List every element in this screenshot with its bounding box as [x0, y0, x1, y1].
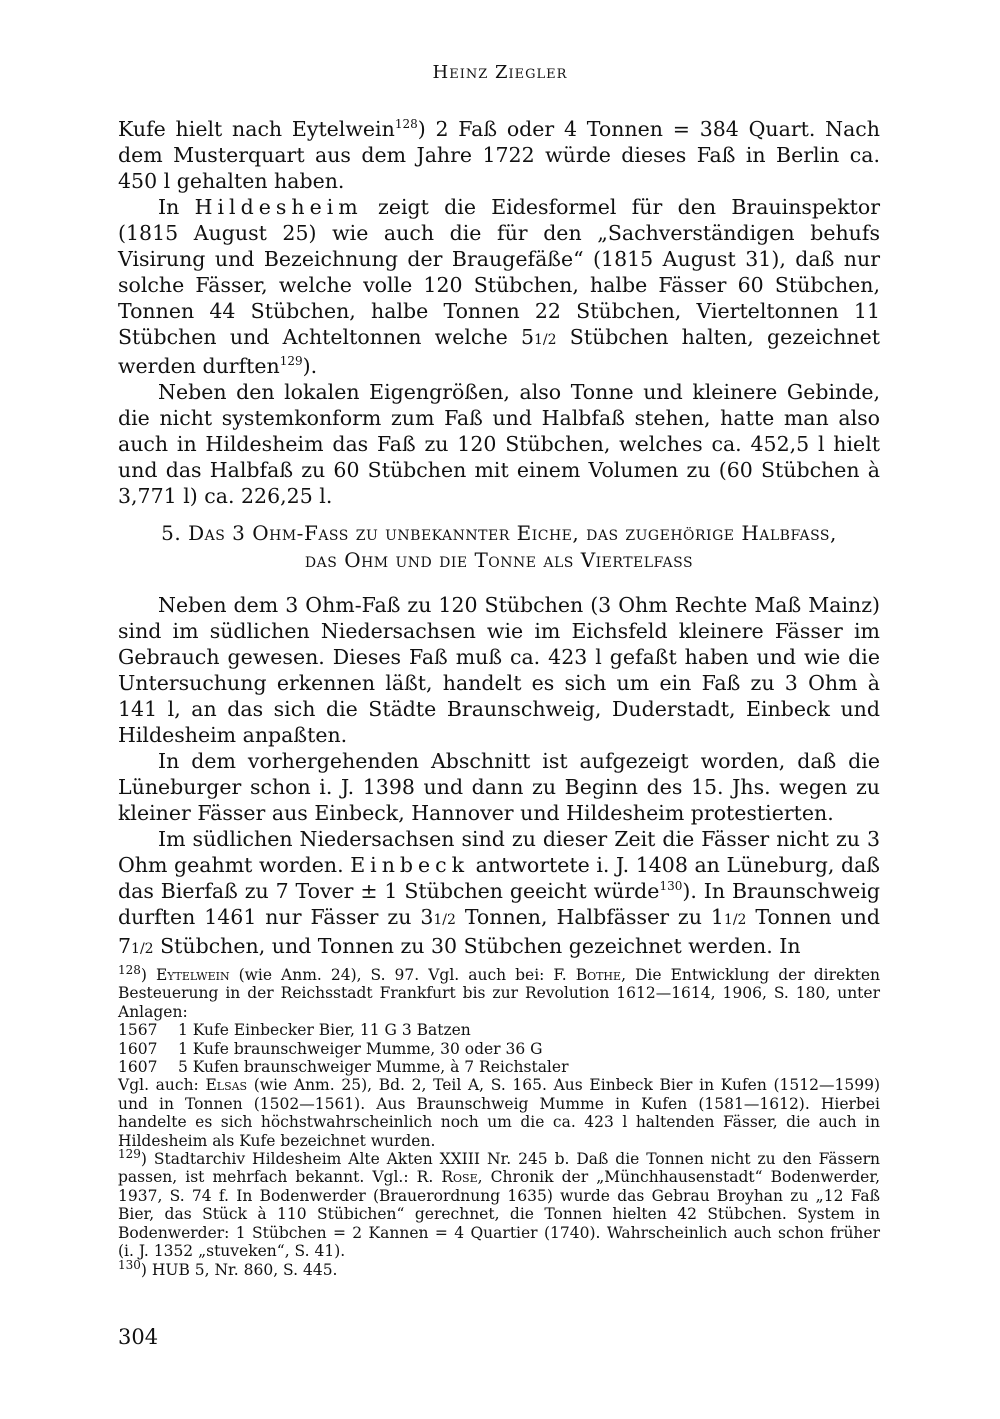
section-heading-line-1: 5. Das 3 Ohm-Fass zu unbekannter Eiche, das zugehörige Halbfass, [161, 521, 837, 545]
spaced-place-name: Hildesheim [194, 195, 363, 219]
footnote-ref-130: 130 [659, 879, 683, 894]
footnote-128-continued: Vgl. auch: Elsas (wie Anm. 25), Bd. 2, Teil A, S. 165. Aus Einbeck Bier in Kufen (1512—1599) und in Tonnen (1502—1561). Aus Braunschweig Mumme in Kufen (1581—1612). Hierbei handelte es sich höchstwahrscheinlich noch um die ca. 423 l haltenden Fässer, die auch in Hildesheim als Kufe bezeichnet wurden. [118, 1076, 880, 1150]
footnote-table-row: 1607 5 Kufen braunschweiger Mumme, à 7 Reichstaler [118, 1058, 569, 1077]
footnote-130: $^{130}$) HUB 5, Nr. 860, S. 445. [118, 1257, 338, 1279]
footnotes [118, 962, 880, 1279]
body-text-top [118, 116, 880, 509]
spaced-place-name: Einbeck [350, 853, 470, 877]
paragraph-2: In Hildesheim zeigt die Eidesformel für den Brauinspektor (1815 August 25) wie auch die für den „Sachverständigen behufs Visirung und Bezeichnung der Braugefäße“ (1815 August 31), daß nur solche Fässer, welche volle 120 Stübchen, halbe Fässer 60 Stübchen, Tonnen 44 Stübchen, halbe Tonnen 22 Stübchen, Vierteltonnen 11 Stübchen und Achteltonnen welche 51/2 Stübchen halten, gezeichnet werden durften$^{129}$). [118, 195, 880, 378]
page-number: 304 [118, 1325, 159, 1349]
footnote-ref-129: 129 [279, 354, 303, 369]
paragraph-6: Im südlichen Niedersachsen sind zu dieser Zeit die Fässer nicht zu 3 Ohm geahmt worden. Einbeck antwortete i. J. 1408 an Lüneburg, daß das Bierfaß zu 7 Tover ± 1 Stübchen geeicht würde$^{130}$). In Braunschweig durften 1461 nur Fässer zu 31/2 Tonnen, Halbfässer zu 11/2 Tonnen und 71/2 Stübchen, und Tonnen zu 30 Stübchen gezeichnet werden. In [118, 827, 880, 958]
running-head: Heinz Ziegler [432, 62, 568, 83]
paragraph-1: Kufe hielt nach Eytelwein$^{128}$) 2 Faß oder 4 Tonnen = 384 Quart. Nach dem Musterquart aus dem Jahre 1722 würde dieses Faß in Berlin ca. 450 l gehalten haben. [118, 117, 880, 193]
paragraph-4: Neben dem 3 Ohm-Faß zu 120 Stübchen (3 Ohm Rechte Maß Mainz) sind im südlichen Niedersachsen wie im Eichsfeld kleinere Fässer im Gebrauch gewesen. Dieses Faß muß ca. 423 l gefaßt haben und wie die Untersuchung erkennen läßt, handelt es sich um ein Faß zu 3 Ohm à 141 l, an das sich die Städte Braunschweig, Duderstadt, Einbeck und Hildesheim anpaßten. [118, 593, 880, 747]
section-heading-line-2: das Ohm und die Tonne als Viertelfass [304, 548, 694, 572]
footnote-table-row: 1567 1 Kufe Einbecker Bier, 11 G 3 Batzen [118, 1021, 471, 1040]
body-text-section [118, 592, 880, 962]
paragraph-3: Neben den lokalen Eigengrößen, also Tonne und kleinere Gebinde, die nicht systemkonform zum Faß und Halbfaß stehen, hatte man also auch in Hildesheim das Faß zu 120 Stübchen, welches ca. 452,5 l hielt und das Halbfaß zu 60 Stübchen mit einem Volumen zu (60 Stübchen à 3,771 l) ca. 226,25 l. [118, 380, 880, 508]
footnote-129: $^{129}$) Stadtarchiv Hildesheim Alte Akten XXIII Nr. 245 b. Daß die Tonnen nicht zu den Fässern passen, ist mehrfach bekannt. Vgl.: R. Rose, Chronik der „Münchhausenstadt“ Bodenwerder, 1937, S. 74 f. In Bodenwerder (Brauerordnung 1635) wurde das Gebrau Broyhan zu „12 Faß Bier, das Stück à 110 Stübichen“ gerechnet, die Tonnen hielten 42 Stübchen. System in Bodenwerder: 1 Stübchen = 2 Kannen = 4 Quartier (1740). Wahrscheinlich auch schon früher (i. J. 1352 „stuveken“, S. 41). [118, 1146, 880, 1261]
footnote-128: $^{128}$) Eytelwein (wie Anm. 24), S. 97. Vgl. auch bei: F. Bothe, Die Entwicklung der direkten Besteuerung in der Reichsstadt Frankfurt bis zur Revolution 1612—1614, 1906, S. 180, unter Anlagen: [118, 962, 880, 1021]
footnote-ref-128: 128 [394, 117, 418, 132]
paragraph-5: In dem vorhergehenden Abschnitt ist aufgezeigt worden, daß die Lüneburger schon i. J. 1398 und dann zu Beginn des 15. Jhs. wegen zu kleiner Fässer aus Einbeck, Hannover und Hildesheim protestierten. [118, 749, 880, 825]
footnote-table-row: 1607 1 Kufe braunschweiger Mumme, 30 oder 36 G [118, 1039, 543, 1058]
section-heading [118, 520, 880, 574]
